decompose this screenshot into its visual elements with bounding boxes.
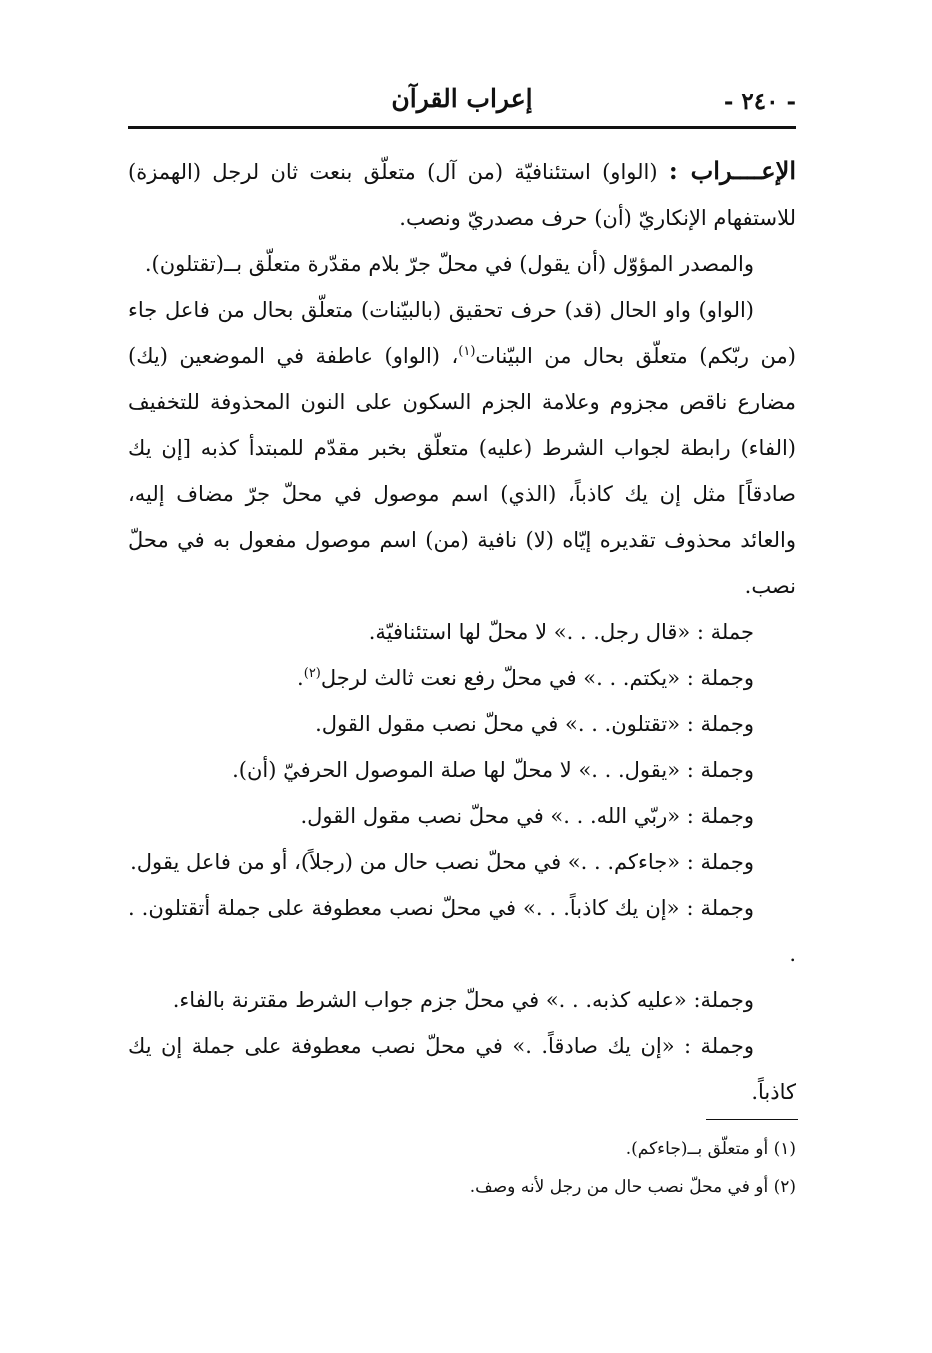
footnote-ref-1: (١) [458,344,476,359]
footnote-divider [706,1119,798,1120]
sentence-2-tail: . [297,666,304,690]
irab-paragraph-3 [128,287,796,609]
sentence-9 [128,1023,796,1115]
page-title: إعراب القرآن [391,84,533,113]
header-divider [128,126,796,129]
footnote-2: (٢) أو في محلّ نصب حال من رجل لأنه وصف. [469,1177,796,1197]
sentence-8: وجملة: «عليه كذبه. . .» في محلّ جزم جواب الشرط مقترنة بالفاء. [172,988,754,1012]
sentences-list [128,609,796,1115]
irab-paragraph-2: والمصدر المؤوّل (أن يقول) في محلّ جرّ بلام مقدّرة متعلّق بــ(تقتلون). [144,252,754,276]
sentence-7 [128,885,796,977]
irab-heading: الإعــــراب : [668,156,796,185]
sentence-6 [128,839,796,885]
sentence-6-cont: فاعل يقول. [130,850,231,874]
sentence-2-text: وجملة : «يكتم. . .» في محلّ رفع نعت ثالث لرجل [320,666,754,690]
sentence-3: وجملة : «تقتلون. . .» في محلّ نصب مقول القول. [315,712,754,736]
footnotes [128,1130,796,1206]
page-header [128,78,796,126]
sentence-1: جملة : «قال رجل. . .» لا محلّ لها استئنافيّة. [368,620,754,644]
irab-paragraph-1 [128,148,796,241]
sentence-2 [128,655,796,701]
sentence-7-cont: أتقتلون. . . [128,896,796,966]
irab-text-3a: (الواو) واو الحال (قد) حرف تحقيق (بالبيّنات) متعلّق بحال من فاعل جاء (من ربّكم) متعلّق بحال من البيّنات [128,298,796,368]
sentence-6-text: وجملة : «جاءكم. . .» في محلّ نصب حال من (رجلاً)، أو من [237,850,754,874]
sentence-9-text: وجملة : «إن يك صادقاً. .» في محلّ نصب معطوفة على جملة إن [161,1034,754,1058]
sentence-7-text: وجملة : «إن يك كاذباً. . .» في محلّ نصب معطوفة على جملة [217,896,754,920]
main-text [128,148,796,1115]
footnote-1: (١) أو متعلّق بــ(جاءكم). [625,1139,796,1159]
sentence-4: وجملة : «يقول. . .» لا محلّ لها صلة الموصول الحرفيّ (أن). [232,758,754,782]
irab-text-1: (الواو) استئنافيّة (من آل) متعلّق بنعت ثان لرجل (الهمزة) للاستفهام الإنكاريّ (أن) حرف مصدريّ ونصب. [128,160,796,230]
sentence-9-cont: يك كاذباً. [128,1034,796,1104]
page-number: - ٢٤٠ - [723,88,796,115]
sentence-5: وجملة : «ربّي الله. . .» في محلّ نصب مقول القول. [300,804,754,828]
irab-text-3b: ، (الواو) عاطفة في الموضعين (يك) مضارع ناقص مجزوم وعلامة الجزم السكون على النون المحذوفة للتخفيف (الفاء) رابطة لجواب الشرط (عليه) متعلّق بخبر مقدّم للمبتدأ كذبه [إن يك صادقاً] مثل إن يك كاذباً، (الذي) اسم موصول في محلّ جرّ مضاف إليه، والعائد محذوف تقديره إيّاه (لا) نافية (من) اسم موصول مفعول به في محلّ نصب. [128,344,796,598]
footnote-ref-2: (٢) [303,666,321,681]
